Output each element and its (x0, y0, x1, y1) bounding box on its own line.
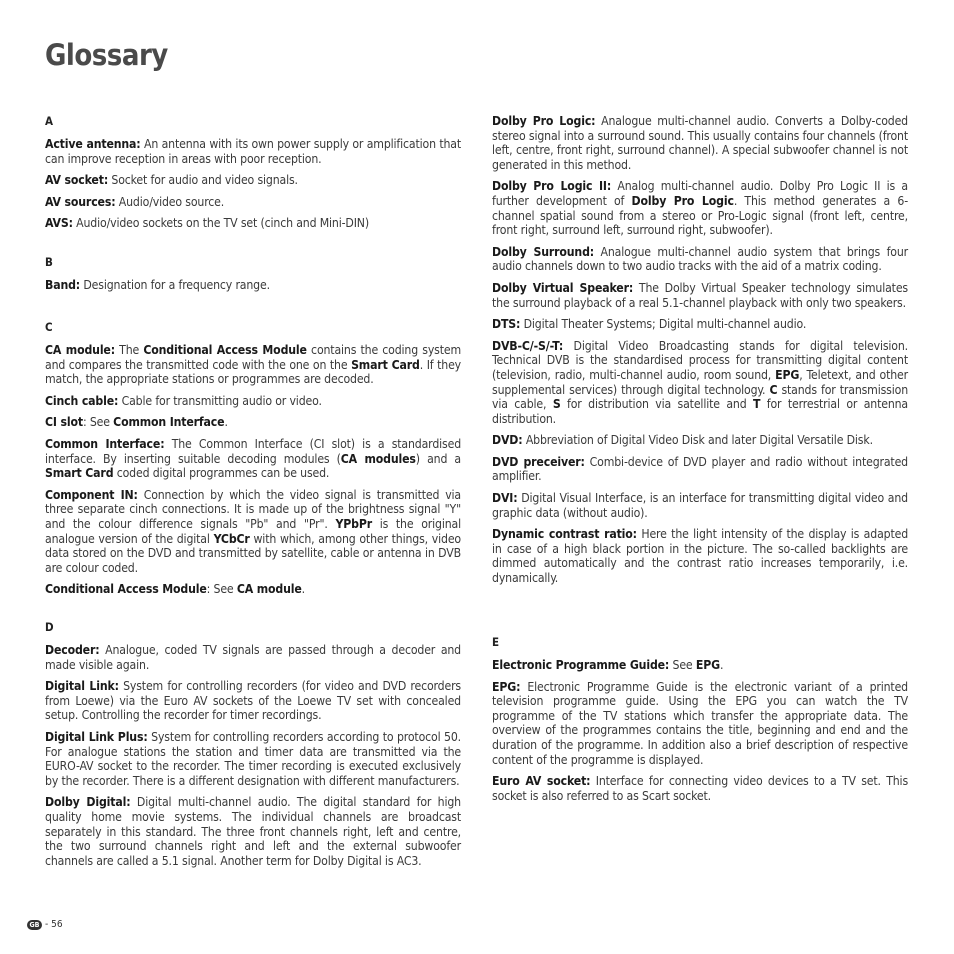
term-definition: Connection by which the video signal is transmitted via three separate cinch connections. It is made up of the brightness signal "Y" and the colour difference signals "Pb" and "Pr". (45, 487, 461, 531)
term-definition: coded digital programmes can be used. (113, 466, 330, 481)
glossary-term: Conditional Access Module (45, 582, 207, 597)
term-reference: Dolby Pro Logic (631, 193, 734, 208)
term-definition: System for controlling recorders (for video and DVD recorders from Loewe) via the Euro AV sockets of the Loewe TV set with concealed setup. Controlling the recorder for timer recordings. (45, 679, 461, 723)
glossary-term: Dolby Pro Logic: (492, 114, 596, 128)
glossary-entry (45, 216, 461, 231)
glossary-term: DVB-C/-S/-T: (492, 338, 564, 353)
term-definition: The Dolby Virtual Speaker technology simulates the surround playback of a real 5.1-channel playback with only two speakers. (492, 280, 908, 310)
section-letter: C (45, 320, 53, 334)
term-definition: Digital Video Broadcasting stands for digital television. Technical DVB is the standardised process for transmitting digital content (television, radio, multi-channel audio, room sound, (492, 338, 908, 382)
term-reference: Common Interface (113, 415, 225, 430)
glossary-entry (492, 433, 908, 448)
term-definition: Designation for a frequency range. (80, 278, 270, 292)
term-definition: ) and a (415, 451, 461, 466)
glossary-entry (45, 795, 461, 868)
term-reference: T (752, 397, 761, 412)
glossary-section (492, 635, 908, 810)
glossary-term: Dolby Virtual Speaker: (492, 280, 634, 295)
glossary-entry (492, 281, 908, 310)
term-reference: Conditional Access Module (143, 343, 307, 357)
glossary-term: AV socket: (45, 173, 109, 188)
glossary-entry (45, 173, 461, 188)
term-reference: EPG (775, 367, 800, 382)
page-title: Glossary (45, 38, 168, 72)
glossary-term: Electronic Programme Guide: (492, 658, 670, 672)
term-definition: The (114, 343, 144, 357)
glossary-entry (45, 415, 461, 430)
glossary-term: Digital Link Plus: (45, 729, 148, 744)
term-definition: , Teletext, and other supplemental services) through digital technology. (492, 367, 909, 397)
glossary-entry (492, 339, 908, 427)
glossary-term: Component IN: (45, 487, 138, 502)
glossary-entry (45, 582, 461, 597)
term-definition: Electronic Programme Guide is the electronic variant of a printed television programme guide. Using the EPG you can watch the TV programme of the TV stations which transfer the appropriate data. The overview of the programmes contains the title, beginning and end and the duration of the programme. In addition also a brief description of respective content of the programme is displayed. (492, 679, 908, 767)
term-reference: CA module (236, 582, 302, 597)
term-reference: Smart Card (45, 466, 114, 481)
glossary-entry (45, 343, 461, 387)
term-definition: Analogue multi-channel audio system that brings four audio channels down to two audio tracks with the aid of a matrix coding. (492, 244, 908, 274)
glossary-entry (492, 114, 908, 172)
term-definition: Cable for transmitting audio or video. (118, 393, 322, 408)
term-definition: An antenna with its own power supply or amplification that can improve reception in areas with poor reception. (45, 137, 461, 166)
term-definition: Digital Visual Interface, is an interface for transmitting digital video and graphic data (without audio). (492, 491, 908, 520)
term-definition: See (669, 658, 696, 672)
glossary-entry (45, 643, 461, 672)
glossary-entry (492, 527, 908, 585)
glossary-entry (492, 179, 908, 237)
glossary-entry (45, 394, 461, 409)
glossary-entry (492, 491, 908, 520)
term-definition: Analog multi-channel audio. Dolby Pro Logic II is a further development of (492, 179, 908, 208)
section-letter: B (45, 255, 53, 269)
section-letter: E (492, 635, 500, 649)
glossary-term: DVD: (492, 433, 523, 448)
glossary-entry (45, 679, 461, 723)
term-definition: for terrestrial or antenna distribution. (492, 397, 909, 426)
term-reference: EPG (695, 658, 720, 672)
gb-language-badge: GB (27, 920, 42, 930)
glossary-entry (45, 730, 461, 788)
glossary-entry (492, 658, 908, 673)
term-definition: Digital multi-channel audio. The digital standard for high quality home movie systems. The individual channels are broadcast separately in this standard. The three front channels right, left and centre, the two surround channels right and left and the external subwoofer channels are called a 5.1 signal. Another term for Dolby Digital is AC3. (45, 795, 461, 868)
glossary-entry (45, 488, 461, 576)
glossary-section (492, 114, 908, 593)
glossary-term: DVD preceiver: (492, 454, 585, 469)
term-definition: Socket for audio and video signals. (108, 173, 298, 188)
glossary-entry (492, 245, 908, 274)
section-letter: A (45, 114, 54, 128)
glossary-section (45, 620, 461, 875)
glossary-term: AV sources: (45, 194, 116, 209)
term-definition: System for controlling recorders according to protocol 50. For analogue stations the station and timer data are transmitted via the EURO-AV socket to the recorder. The timer recording is executed exclusively by the recorder. There is a different designation with different manufacturers. (45, 729, 461, 788)
term-definition: . This method generates a 6-channel spatial sound from a stereo or Pro-Logic signal (front left, centre, front right, surround left, surround right, subwoofer). (492, 193, 909, 238)
term-definition: The Common Interface (CI slot) is a standardised interface. By inserting suitable decoding modules ( (45, 436, 462, 466)
glossary-term: Dolby Surround: (492, 244, 595, 259)
term-definition: : See (82, 415, 114, 430)
glossary-term: CA module: (45, 343, 115, 357)
glossary-term: CI slot (45, 415, 83, 430)
term-definition: Audio/video sockets on the TV set (cinch and Mini-DIN) (72, 216, 369, 231)
term-definition: stands for transmission via cable, (492, 382, 908, 412)
term-definition: Here the light intensity of the display is adapted in case of a high black portion in the picture. The so-called backlights are dimmed automatically and the contrast ratio increases temporarily, i.e. dynamically. (492, 527, 909, 586)
term-definition: Interface for connecting video devices to a TV set. This socket is also referred to as Scart socket. (492, 774, 909, 803)
term-reference: Smart Card (351, 357, 420, 372)
glossary-term: Dolby Digital: (45, 795, 131, 810)
glossary-entry (492, 317, 908, 332)
glossary-entry (492, 774, 908, 803)
page-number: - 56 (45, 919, 63, 930)
glossary-term: Digital Link: (45, 679, 119, 694)
section-letter: D (45, 620, 54, 634)
term-definition: . (719, 658, 724, 672)
term-reference: S (552, 397, 561, 412)
page-footer (27, 919, 63, 930)
glossary-term: Decoder: (45, 643, 100, 657)
glossary-entry (45, 437, 461, 481)
glossary-entry (45, 137, 461, 166)
term-definition: for distribution via satellite and (560, 397, 753, 412)
glossary-entry (492, 680, 908, 768)
term-definition: Analogue, coded TV signals are passed through a decoder and made visible again. (45, 643, 461, 672)
glossary-term: Cinch cable: (45, 393, 119, 408)
term-definition: Digital Theater Systems; Digital multi-channel audio. (520, 317, 807, 332)
glossary-entry (45, 278, 461, 293)
glossary-term: Band: (45, 278, 81, 292)
glossary-term: Common Interface: (45, 436, 165, 451)
term-reference: YPbPr (335, 516, 372, 531)
term-definition: is the original analogue version of the digital (45, 516, 461, 546)
glossary-section (45, 320, 461, 604)
term-definition: : See (206, 582, 237, 597)
term-definition: Audio/video source. (115, 194, 225, 209)
glossary-term: Dolby Pro Logic II: (492, 179, 612, 194)
term-definition: Combi-device of DVD player and radio without integrated amplifier. (492, 454, 908, 484)
glossary-entry (492, 455, 908, 484)
glossary-section (45, 255, 461, 300)
glossary-term: EPG: (492, 679, 521, 694)
term-definition: with which, among other things, video data stored on the DVD and transmitted by satellite, cable or antenna in DVB are colour coded. (45, 531, 461, 575)
term-definition: contains the coding system and compares the transmitted code with the one on the (45, 343, 462, 372)
glossary-term: Active antenna: (45, 137, 141, 151)
glossary-term: DTS: (492, 317, 521, 332)
glossary-section (45, 114, 461, 238)
term-definition: . (224, 415, 228, 430)
term-reference: C (769, 382, 778, 397)
term-definition: . (301, 582, 306, 597)
glossary-term: AVS: (45, 216, 73, 231)
term-definition: Analogue multi-channel audio. Converts a Dolby-coded stereo signal into a surround sound. This usually contains four channels (front left, centre, front right, surround channel). A special subwoofer channel is not generated in this method. (492, 114, 908, 172)
glossary-term: Euro AV socket: (492, 774, 591, 789)
term-definition: . If they match, the appropriate stations or programmes are decoded. (45, 357, 462, 387)
term-reference: CA modules (340, 451, 416, 466)
glossary-entry (45, 195, 461, 210)
term-reference: YCbCr (213, 531, 250, 546)
glossary-term: Dynamic contrast ratio: (492, 527, 637, 542)
glossary-term: DVI: (492, 491, 518, 506)
term-definition: Abbreviation of Digital Video Disk and later Digital Versatile Disk. (522, 433, 873, 448)
